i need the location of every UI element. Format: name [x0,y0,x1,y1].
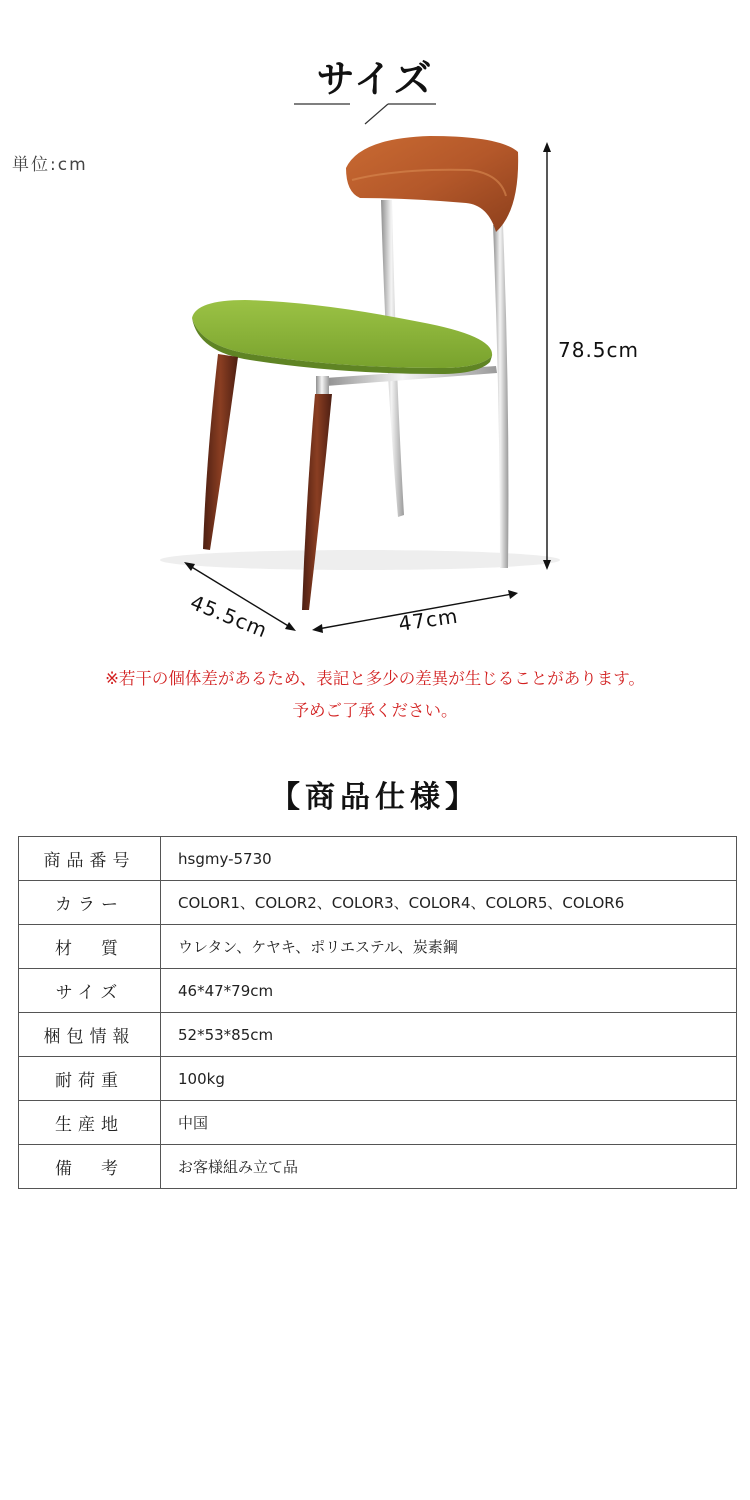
table-row [19,1057,737,1101]
spec-label: 耐荷重 [19,1057,161,1101]
chair-illustration [0,0,750,660]
spec-label: 備 考 [19,1145,161,1189]
unit-label: 単位:cm [12,155,88,175]
height-arrow-top [543,142,551,152]
table-row [19,881,737,925]
spec-value: 100kg [161,1057,737,1101]
front-leg-right [302,394,332,610]
width-arrow-right [508,590,518,599]
backrest [346,136,518,232]
spec-value: 中国 [161,1101,737,1145]
spec-label: 生産地 [19,1101,161,1145]
depth-dimension-label: 45.5cm [187,590,272,643]
rear-leg-right [493,225,508,568]
table-row [19,837,737,881]
disclaimer-line-2: 予めご了承ください。 [292,701,458,720]
width-arrow-left [312,624,323,633]
height-dimension-label: 78.5cm [558,338,640,362]
spec-table [18,836,737,1189]
disclaimer-line-1: ※若干の個体差があるため、表記と多少の差異が生じることがあります。 [105,669,645,688]
size-section-title: サイズ [316,57,434,101]
front-leg-right-sleeve [316,376,329,396]
spec-label: 材 質 [19,925,161,969]
spec-label: サイズ [19,969,161,1013]
front-leg-left [203,354,238,550]
depth-arrow-bottom [285,622,296,631]
table-row [19,1013,737,1057]
spec-value: 52*53*85cm [161,1013,737,1057]
spec-label: カラー [19,881,161,925]
table-row [19,925,737,969]
table-row [19,1101,737,1145]
width-dimension-label: 47cm [397,603,460,636]
spec-section-title: 【商品仕様】 [270,780,480,815]
table-row [19,969,737,1013]
spec-label: 商品番号 [19,837,161,881]
table-row [19,1145,737,1189]
spec-value: 46*47*79cm [161,969,737,1013]
spec-value: お客様組み立て品 [161,1145,737,1189]
spec-label: 梱包情報 [19,1013,161,1057]
spec-value: ウレタン、ケヤキ、ポリエステル、炭素鋼 [161,925,737,969]
spec-value: COLOR1、COLOR2、COLOR3、COLOR4、COLOR5、COLOR6 [161,881,737,925]
height-arrow-bottom [543,560,551,570]
spec-value: hsgmy-5730 [161,837,737,881]
